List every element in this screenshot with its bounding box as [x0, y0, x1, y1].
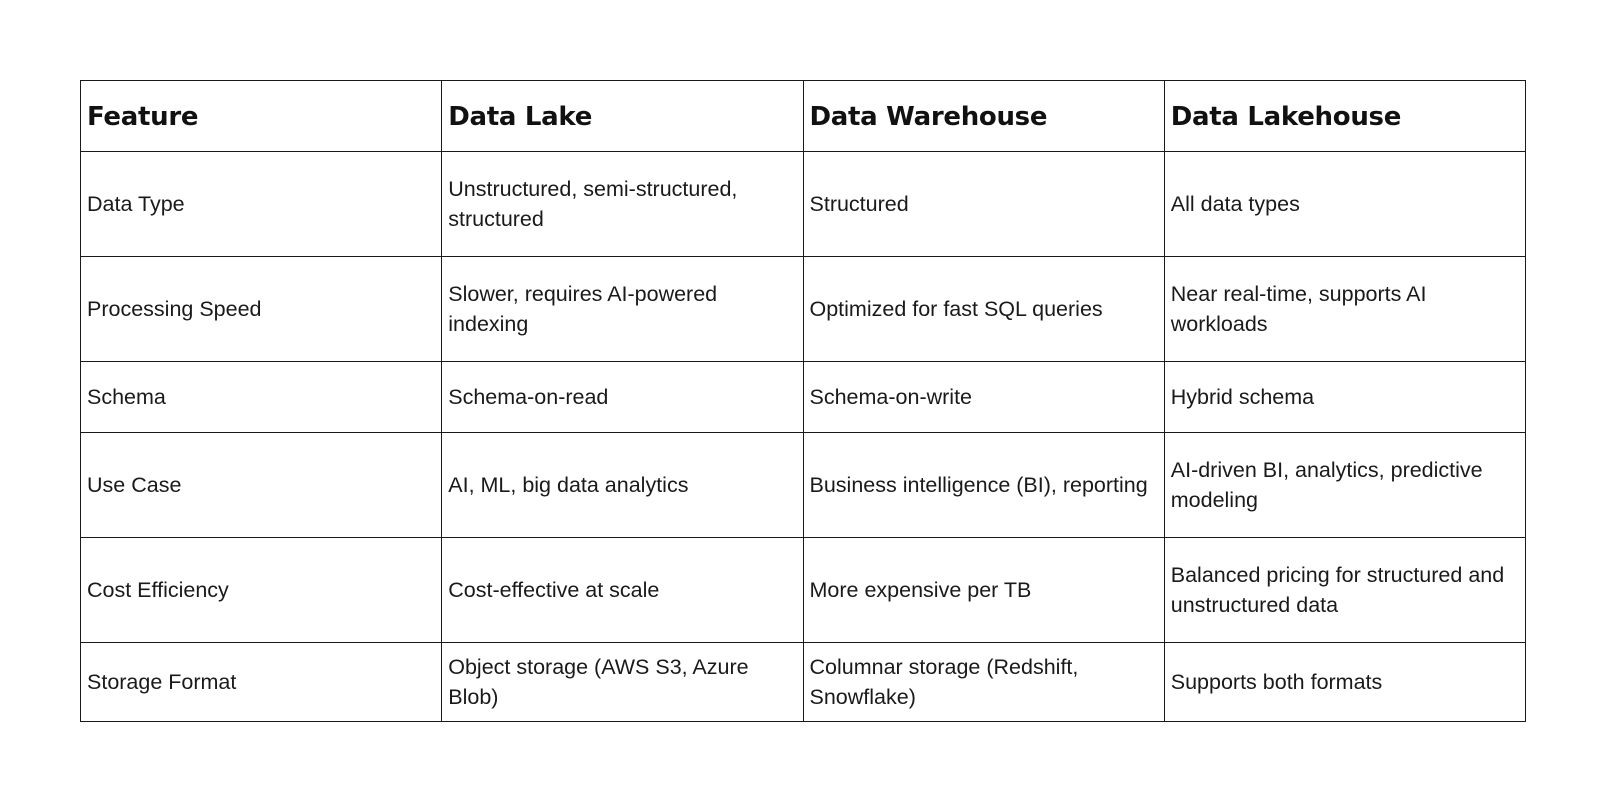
table-row — [81, 152, 1526, 257]
data-lakehouse-cell: Balanced pricing for structured and unstructured data — [1164, 538, 1525, 643]
table-row — [81, 538, 1526, 643]
data-warehouse-cell: Optimized for fast SQL queries — [803, 257, 1164, 362]
header-data-lakehouse: Data Lakehouse — [1164, 81, 1525, 152]
data-warehouse-cell: Business intelligence (BI), reporting — [803, 433, 1164, 538]
data-warehouse-cell: Schema-on-write — [803, 362, 1164, 433]
data-lake-cell: Unstructured, semi-structured, structured — [442, 152, 803, 257]
data-lakehouse-cell: Hybrid schema — [1164, 362, 1525, 433]
table-header-row — [81, 81, 1526, 152]
row-feature-cell: Data Type — [81, 152, 442, 257]
data-lakehouse-cell: AI-driven BI, analytics, predictive modeling — [1164, 433, 1525, 538]
table-row — [81, 362, 1526, 433]
row-feature-cell: Schema — [81, 362, 442, 433]
header-data-lake: Data Lake — [442, 81, 803, 152]
data-lake-cell: Schema-on-read — [442, 362, 803, 433]
comparison-table-container — [80, 80, 1526, 722]
header-feature: Feature — [81, 81, 442, 152]
data-lake-cell: AI, ML, big data analytics — [442, 433, 803, 538]
data-lake-cell: Object storage (AWS S3, Azure Blob) — [442, 643, 803, 722]
data-lake-cell: Cost-effective at scale — [442, 538, 803, 643]
data-lakehouse-cell: All data types — [1164, 152, 1525, 257]
data-warehouse-cell: Structured — [803, 152, 1164, 257]
data-lake-cell: Slower, requires AI-powered indexing — [442, 257, 803, 362]
table-row — [81, 433, 1526, 538]
header-data-warehouse: Data Warehouse — [803, 81, 1164, 152]
table-row — [81, 257, 1526, 362]
data-lakehouse-cell: Near real-time, supports AI workloads — [1164, 257, 1525, 362]
table-row — [81, 643, 1526, 722]
data-warehouse-cell: Columnar storage (Redshift, Snowflake) — [803, 643, 1164, 722]
row-feature-cell: Processing Speed — [81, 257, 442, 362]
comparison-table — [80, 80, 1526, 722]
data-warehouse-cell: More expensive per TB — [803, 538, 1164, 643]
data-lakehouse-cell: Supports both formats — [1164, 643, 1525, 722]
row-feature-cell: Cost Efficiency — [81, 538, 442, 643]
row-feature-cell: Use Case — [81, 433, 442, 538]
row-feature-cell: Storage Format — [81, 643, 442, 722]
